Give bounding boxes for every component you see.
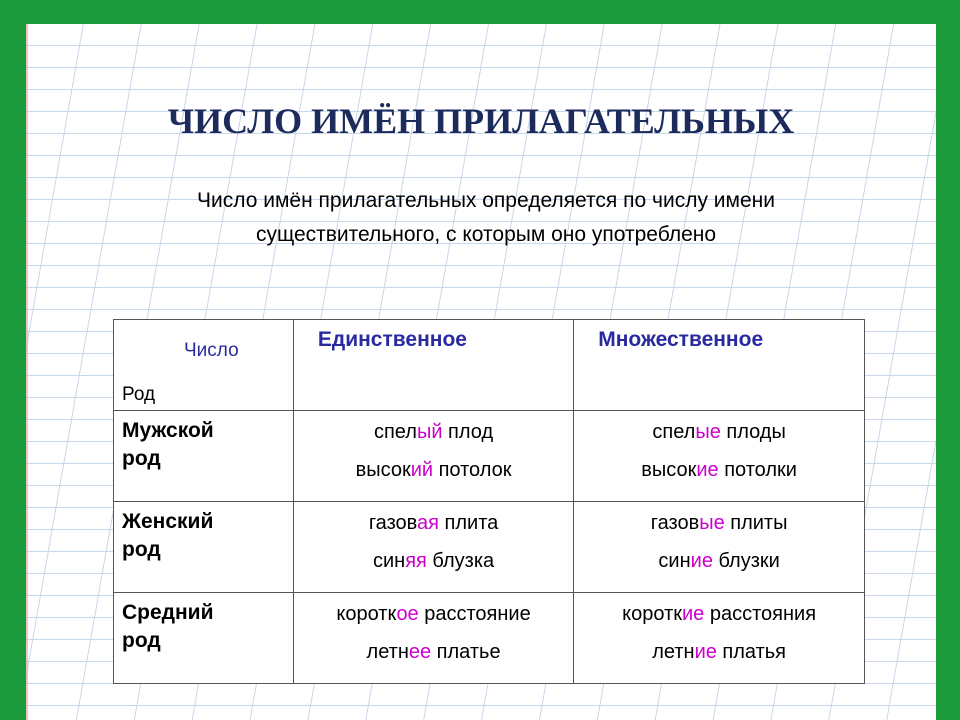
gender-label-line-2: род [122, 447, 161, 470]
noun-part: блузки [712, 550, 780, 572]
example-phrase [574, 504, 864, 542]
word-stem: спел [652, 421, 696, 443]
gender-label-line-2: род [122, 538, 161, 561]
subtitle-line-1: Число имён прилагательных определяется по числу имени [197, 189, 775, 212]
gender-cell [114, 593, 294, 684]
word-stem: высок [641, 459, 697, 481]
example-phrase [294, 633, 573, 671]
singular-examples-cell [293, 502, 573, 593]
word-stem: летн [652, 641, 695, 663]
table-row [114, 593, 865, 684]
plural-examples-cell [574, 593, 865, 684]
word-stem: син [372, 550, 406, 572]
subtitle-line-2: существительного, с которым оно употреблено [255, 223, 717, 246]
adjective-ending: ые [699, 512, 725, 534]
noun-part: потолок [433, 459, 512, 481]
header-plural [574, 320, 865, 411]
example-phrase [574, 413, 864, 451]
corner-label-number: Число [184, 340, 239, 361]
adjective-ending: ый [416, 421, 443, 443]
gender-label-line-1: Женский [122, 510, 214, 533]
adjective-ending: ое [396, 603, 419, 625]
noun-part: блузка [426, 550, 495, 572]
word-stem: газов [650, 512, 700, 534]
word-stem: коротк [622, 603, 682, 625]
gender-label-line-2: род [122, 629, 161, 652]
adjective-ending: ие [690, 550, 713, 572]
adjective-ending: ые [695, 421, 721, 443]
plural-examples-cell [574, 502, 865, 593]
table-header-row [114, 320, 865, 411]
word-stem: высок [355, 459, 411, 481]
gender-label-line-1: Мужской [122, 419, 214, 442]
adjective-ending: ее [408, 641, 432, 663]
subtitle [106, 184, 866, 252]
example-phrase [294, 451, 573, 489]
example-phrase [574, 595, 864, 633]
lined-paper-background [26, 24, 936, 720]
header-plural-label: Множественное [598, 328, 764, 351]
word-stem: коротк [336, 603, 397, 625]
corner-cell [114, 320, 294, 411]
noun-part: плоды [720, 421, 786, 443]
noun-part: плод [442, 421, 494, 443]
noun-part: плиты [724, 512, 788, 534]
header-singular [293, 320, 573, 411]
word-stem: газов [368, 512, 418, 534]
page-title: ЧИСЛО ИМЁН ПРИЛАГАТЕЛЬНЫХ [167, 101, 795, 141]
word-stem: син [658, 550, 691, 572]
gender-cell [114, 502, 294, 593]
adjective-ending: ие [696, 459, 719, 481]
example-phrase [574, 542, 864, 580]
corner-label-gender: Род [122, 384, 156, 405]
noun-part: расстояния [704, 603, 817, 625]
table-row [114, 502, 865, 593]
adjective-ending: ие [682, 603, 705, 625]
word-stem: спел [373, 421, 417, 443]
adjective-ending: яя [405, 550, 427, 572]
example-phrase [574, 633, 864, 671]
gender-label-line-1: Средний [122, 601, 214, 624]
gender-cell [114, 411, 294, 502]
noun-part: плита [439, 512, 499, 534]
noun-part: расстояние [418, 603, 531, 625]
header-singular-label: Единственное [317, 328, 467, 351]
plural-examples-cell [574, 411, 865, 502]
singular-examples-cell [293, 411, 573, 502]
example-phrase [294, 542, 573, 580]
adjective-ending: ая [417, 512, 439, 534]
noun-part: платье [431, 641, 501, 663]
example-phrase [294, 413, 573, 451]
adjective-ending: ий [410, 459, 434, 481]
adjective-number-table [113, 319, 865, 684]
example-phrase [294, 504, 573, 542]
noun-part: платья [716, 641, 787, 663]
table-row [114, 411, 865, 502]
example-phrase [294, 595, 573, 633]
singular-examples-cell [293, 593, 573, 684]
adjective-ending: ие [694, 641, 717, 663]
example-phrase [574, 451, 864, 489]
word-stem: летн [366, 641, 409, 663]
noun-part: потолки [718, 459, 797, 481]
